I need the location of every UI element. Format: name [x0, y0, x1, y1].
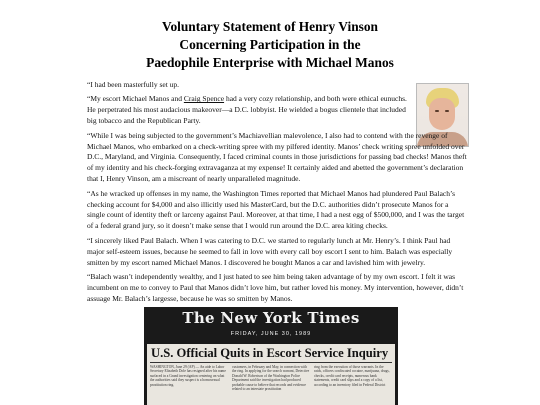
paragraph-5: “I sincerely liked Paul Balach. When I was catering to D.C. we started to regularly lunch at Mr. Henry’s. I think Paul had major self-esteem issues, because he seemed to fall in love with every call boy escort I sent to him. Balach was especially smitten by my escort named Michael Manos. I discovered he bought Manos a car and lavished him with jewelry. — [87, 235, 453, 267]
paragraph-2 — [87, 94, 409, 127]
headline-rule — [150, 362, 392, 363]
title-line-1: Voluntary Statement of Henry Vinson — [162, 19, 378, 34]
craig-spence-link[interactable]: Craig Spence — [183, 94, 225, 104]
newspaper-clipping — [144, 307, 398, 405]
newspaper-name: The New York Times — [182, 309, 360, 327]
paragraph-2-pre: “My escort Michael Manos and — [87, 94, 184, 104]
paragraph-3: “While I was being subjected to the government’s Machiavellian malevolence, I also had to contend with the revenge of Michael Manos, who embarked on a check-writing spree with my pilfered identity. Manos’ check writing spree unfolded over D.C., Maryland, and Virginia. Consequently, I faced criminal counts in those jurisdictions for passing bad checks! Manos theft of my identity and his check-forging extravaganza at my expense! It certainly aided and abetted the government’s declaration that I, Henry Vinson, am a miscreant of nearly unparalleled magnitude. — [87, 130, 467, 184]
paragraph-2-post: had a very cozy relationship, and both were ethical eunuchs. He perpetrated his most audacious makeover—a D.C. lobbyist. He wielded a bogus clientele that included big tobacco and the Republican Party. — [87, 94, 407, 126]
paragraph-1: “I had been masterfully set up. — [87, 80, 180, 89]
statement-body — [87, 80, 467, 308]
clipping-article — [147, 344, 395, 405]
article-columns — [150, 365, 392, 405]
paragraph-4: “As he wracked up offenses in my name, the Washington Times reported that Michael Manos had plundered Paul Balach’s checking account for $4,000 and also illicitly used his MasterCard, but the D.C. authorities didn’t prosecute Manos for a single count of identity theft or larceny against Paul. Moreover, at that time, I had a nest egg of $500,000, and I was the target of a federal grand jury, so it doesn’t make sense that I would run around the D.C. area kiting checks. — [87, 188, 465, 231]
article-column-2: customers, in February and May, in connection with the ring. In applying for the search warrant, Detective Donald W. Robertson of the Washington Police Department said the investigation had produced probable cause to believe that records and evidence related to an interstate prostitution — [232, 365, 310, 392]
paragraph-6: “Balach wasn’t independently wealthy, and I just hated to see him being taken advantage of by my own escort. I felt it was incumbent on me to convey to Paul that Manos didn’t love him, but rather loved his money. My intervention, however, didn’t assuage Mr. Balach’s largesse, because he was so smitten by Manos. — [87, 272, 464, 303]
article-column-1: WASHINGTON, June 29 (AP) — An aide to Labor Secretary Elizabeth Dole has resigned after his name surfaced in a Grand investigation centering on what the authorities said they suspect is a homosexual prostitution ring. — [150, 365, 226, 387]
article-column-3: ring from the execution of those warrants. In the raids, officers confiscated cocaine, marijuana, drugs, checks, credit card receipts, numerous bank statements, credit card slips and a copy of a list, according to an inventory filed in Federal District — [314, 365, 390, 387]
newspaper-masthead — [144, 307, 398, 341]
newspaper-date: FRIDAY, JUNE 30, 1989 — [230, 331, 312, 337]
statement-title — [0, 18, 540, 72]
clipping-headline: U.S. Official Quits in Escort Service Inquiry — [151, 346, 389, 360]
title-line-3: Paedophile Enterprise with Michael Manos — [146, 55, 394, 70]
title-line-2: Concerning Participation in the — [179, 37, 361, 52]
